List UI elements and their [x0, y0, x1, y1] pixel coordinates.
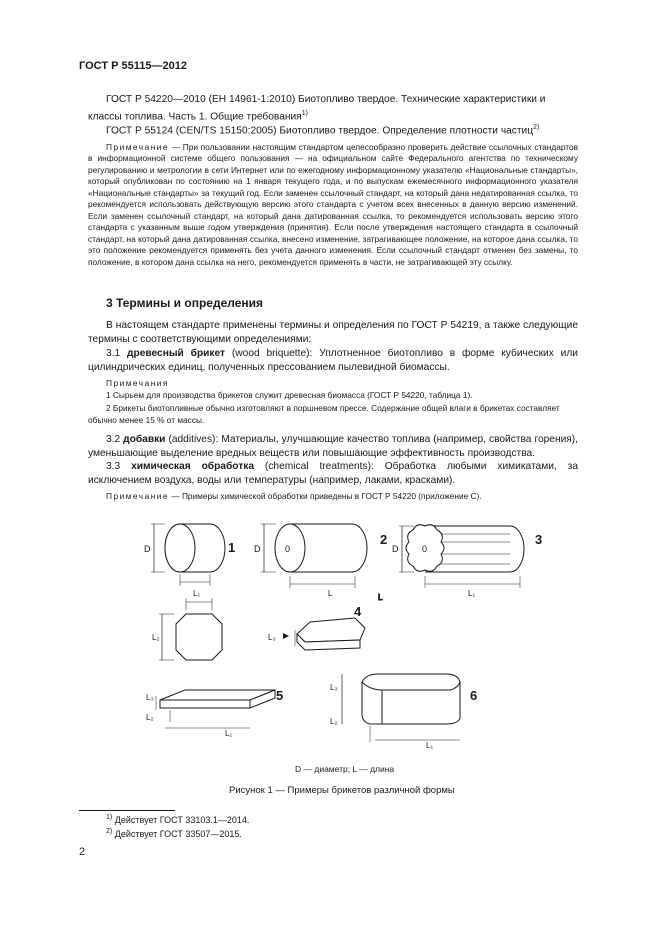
- term-3-3: 3.3 химическая обработка (chemical treatments): Обработка любыми химикатами, за исключением воздуха, воды или температуры (например, лаками, красками).: [88, 461, 578, 486]
- note-item-2: 2 Брикеты биотопливные обычно изготовляют в поршневом прессе. Содержание общей влаги в брикетах составляет обычно менее 15 % от массы.: [88, 403, 560, 425]
- footnote-2: $^{2)}$ Действует ГОСТ 33507—2015.: [106, 828, 242, 839]
- label-hole-2: 0: [285, 544, 291, 554]
- section-intro: В настоящем стандарте применены термины и определения по ГОСТ Р 54219, а также следующие термины с соответствующими определениями:: [88, 320, 578, 345]
- label-l3-4: L₃: [268, 633, 276, 642]
- label-l2-4: L₂: [152, 633, 160, 642]
- shape-number-5: 5: [276, 688, 284, 703]
- shape-number-4: 4: [354, 604, 362, 619]
- document-header: ГОСТ Р 55115—2012: [79, 60, 187, 72]
- label-l2-6: L₂: [330, 717, 338, 726]
- briquette-shape-4-slab: [268, 604, 365, 650]
- label-l-2: L: [328, 589, 333, 598]
- label-l1-6: L₁: [426, 741, 434, 750]
- footnote-1: $^{1)}$ Действует ГОСТ 33103.1—2014.: [106, 814, 250, 825]
- briquette-shapes-figure: [130, 510, 580, 750]
- chemical-treatment-note: Примечание — Примеры химической обработки приведены в ГОСТ Р 54220 (приложение С).: [106, 491, 482, 501]
- shape-number-3: 3: [535, 532, 543, 547]
- shape-number-6: 6: [470, 688, 478, 703]
- briquette-shape-1: [144, 524, 235, 598]
- figure-legend: D — диаметр; L — длина: [295, 764, 395, 774]
- term-3-2: 3.2 добавки (additives): Материалы, улучшающие качество топлива (например, свойства горения), уменьшающие выделение вредных веществ или повышающие эффективность производства.: [88, 434, 578, 459]
- briquette-shape-4-face: [152, 598, 222, 660]
- label-d-3: D: [392, 544, 399, 554]
- briquette-shape-5: [146, 688, 283, 738]
- label-hole-3: 0: [422, 544, 428, 554]
- shape-number-1: 1: [228, 540, 236, 555]
- reference-gost-55124: ГОСТ Р 55124 (CEN/TS 15150:2005) Биотопливо твердое. Определение плотности частиц$^{2)}$: [106, 124, 540, 137]
- label-l-center: L: [378, 593, 383, 602]
- label-d-2: D: [254, 544, 261, 554]
- term-3-1: 3.1 древесный брикет (wood briquette): Уплотненное биотопливо в форме кубических или цилиндрических единиц, полученных прессованием пылевидной биомассы.: [88, 348, 579, 373]
- notes-label: Примечания: [106, 378, 169, 388]
- references-note: Примечание — При пользовании настоящим стандартом целесообразно проверить действие ссылочных стандартов в информационной системе общего пользования — на официальном сайте Федерального агентства по техническому регулированию и метрологии в сети Интернет или по ежегодному информационному указателю «Национальные стандарты», который опубликован по состоянию на 1 января текущего года, и по выпускам ежемесячного информационного указателя «Национальные стандарты» за текущий год. Если заменен ссылочный стандарт, на который дана недатированная ссылка, то рекомендуется использовать действующую версию этого стандарта с учетом всех внесенных в данную версию изменений. Если заменен ссылочный стандарт, на который дана датированная ссылка, то рекомендуется использовать версию этого стандарта с указанным выше годом утверждения (принятия). Если после утверждения настоящего стандарта в ссылочный стандарт, на который дана датированная ссылка, внесено изменение, затрагивающее положение, на которое дана ссылка, то это положение рекомендуется применять без учета данного изменения. Если ссылочный стандарт отменен без замены, то положение, в котором дана ссылка на него, рекомендуется применять в части, не затрагивающей эту ссылку.: [88, 142, 578, 267]
- label-l1-5: L₁: [225, 729, 233, 738]
- briquette-shape-6: [330, 674, 477, 750]
- label-l1-3: L₁: [468, 589, 476, 598]
- label-l2-5: L₂: [146, 713, 154, 722]
- footnote-divider: [79, 810, 175, 811]
- section-heading: 3 Термины и определения: [106, 296, 264, 310]
- briquette-shape-3: [392, 525, 542, 598]
- shape-number-2: 2: [380, 532, 388, 547]
- page-number: 2: [79, 846, 86, 858]
- label-l3-6: L₃: [330, 683, 338, 692]
- briquette-shape-2: [254, 524, 387, 598]
- note-item-1: 1 Сырьем для производства брикетов служит древесная биомасса (ГОСТ Р 54220, таблица 1).: [106, 390, 473, 400]
- label-l3-5: L₃: [146, 693, 154, 702]
- label-l1-1: L₁: [193, 589, 201, 598]
- reference-gost-54220: ГОСТ Р 54220—2010 (ЕН 14961-1:2010) Биотопливо твердое. Технические характеристики и классы топлива. Часть 1. Общие требования$^{1)}$: [88, 94, 546, 123]
- figure-caption: Рисунок 1 — Примеры брикетов различной формы: [229, 785, 455, 796]
- label-d-1: D: [144, 544, 151, 554]
